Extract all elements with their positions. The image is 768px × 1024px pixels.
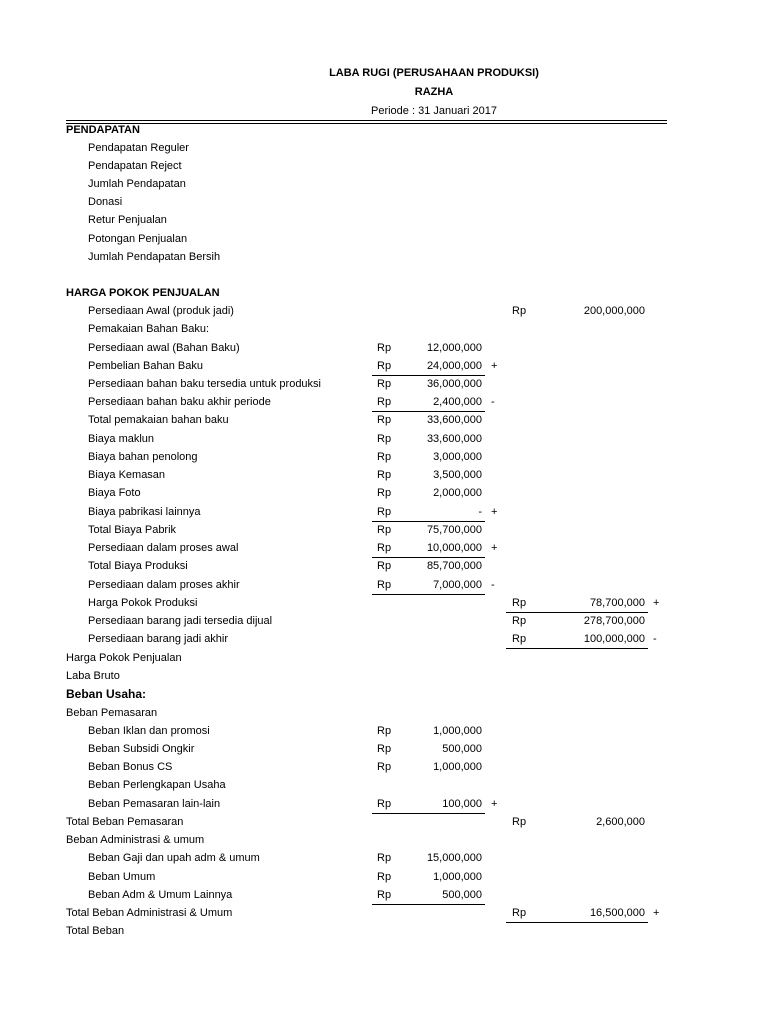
- amount: 10,000,000: [426, 542, 482, 554]
- row-label: Biaya bahan penolong: [88, 451, 198, 463]
- row-label: Beban Subsidi Ongkir: [88, 743, 195, 755]
- operator-sign: +: [491, 360, 498, 372]
- amount: 3,000,000: [433, 451, 482, 463]
- row-label: Total Beban Administrasi & Umum: [66, 907, 233, 919]
- currency-rp: Rp: [377, 378, 392, 390]
- subtotal-rule: [372, 411, 485, 412]
- currency-rp: Rp: [377, 542, 392, 554]
- row-label: Persediaan barang jadi tersedia dijual: [88, 615, 273, 627]
- operator-sign: -: [491, 579, 495, 591]
- amount: 1,000,000: [433, 761, 482, 773]
- row-label: Pendapatan Reject: [88, 160, 182, 172]
- row-label: Biaya Foto: [88, 487, 141, 499]
- row-label: Biaya pabrikasi lainnya: [88, 506, 201, 518]
- amount: 78,700,000: [589, 597, 645, 609]
- amount: 2,400,000: [433, 396, 482, 408]
- row-label: Donasi: [88, 196, 123, 208]
- header-rule-2: [66, 123, 667, 124]
- currency-rp: Rp: [377, 396, 392, 408]
- currency-rp: Rp: [512, 597, 527, 609]
- amount: 1,000,000: [433, 871, 482, 883]
- currency-rp: Rp: [377, 560, 392, 572]
- row-label: Persediaan barang jadi akhir: [88, 633, 229, 645]
- currency-rp: Rp: [377, 743, 392, 755]
- amount: 100,000: [442, 798, 482, 810]
- operator-sign: -: [491, 396, 495, 408]
- currency-rp: Rp: [377, 469, 392, 481]
- amount: 33,600,000: [426, 433, 482, 445]
- subtotal-rule: [372, 521, 485, 522]
- amount: 278,700,000: [583, 615, 645, 627]
- amount: 85,700,000: [426, 560, 482, 572]
- amount: 12,000,000: [426, 342, 482, 354]
- row-label: Potongan Penjualan: [88, 233, 188, 245]
- amount: -: [478, 506, 482, 518]
- amount: 15,000,000: [426, 852, 482, 864]
- currency-rp: Rp: [377, 433, 392, 445]
- row-label: Total Biaya Produksi: [88, 560, 188, 572]
- currency-rp: Rp: [377, 487, 392, 499]
- amount: 500,000: [442, 889, 482, 901]
- row-label: Persediaan dalam proses awal: [88, 542, 239, 554]
- amount: 1,000,000: [433, 725, 482, 737]
- row-label: Biaya maklun: [88, 433, 155, 445]
- row-label: Persediaan awal (Bahan Baku): [88, 342, 240, 354]
- currency-rp: Rp: [377, 506, 392, 518]
- subtotal-rule: [372, 904, 485, 905]
- currency-rp: Rp: [377, 761, 392, 773]
- subtotal-rule: [506, 612, 648, 613]
- currency-rp: Rp: [377, 524, 392, 536]
- row-label: Beban Perlengkapan Usaha: [88, 779, 226, 791]
- subtotal-rule: [372, 375, 485, 376]
- row-label: Persediaan bahan baku akhir periode: [88, 396, 271, 408]
- currency-rp: Rp: [377, 798, 392, 810]
- row-label: Beban Umum: [88, 871, 156, 883]
- currency-rp: Rp: [377, 889, 392, 901]
- row-label: Total Beban: [66, 925, 125, 937]
- subtotal-rule: [506, 648, 648, 649]
- currency-rp: Rp: [377, 342, 392, 354]
- amount: 2,600,000: [596, 816, 645, 828]
- row-label: Pendapatan Reguler: [88, 142, 189, 154]
- row-label: Beban Administrasi & umum: [66, 834, 205, 846]
- row-label: Beban Gaji dan upah adm & umum: [88, 852, 260, 864]
- row-label: Harga Pokok Penjualan: [66, 652, 182, 664]
- row-label: Jumlah Pendapatan Bersih: [88, 251, 221, 263]
- amount: 100,000,000: [583, 633, 645, 645]
- currency-rp: Rp: [512, 816, 527, 828]
- row-label: Total pemakaian bahan baku: [88, 414, 229, 426]
- operator-sign: +: [491, 542, 498, 554]
- company-name: RAZHA: [414, 86, 454, 98]
- currency-rp: Rp: [377, 451, 392, 463]
- amount: 24,000,000: [426, 360, 482, 372]
- subtotal-rule: [372, 813, 485, 814]
- amount: 200,000,000: [583, 305, 645, 317]
- amount: 33,600,000: [426, 414, 482, 426]
- row-label: Biaya Kemasan: [88, 469, 166, 481]
- row-label: Laba Bruto: [66, 670, 120, 682]
- row-label: Beban Bonus CS: [88, 761, 173, 773]
- row-label: Harga Pokok Produksi: [88, 597, 198, 609]
- row-label: Beban Adm & Umum Lainnya: [88, 889, 233, 901]
- subtotal-rule: [506, 922, 648, 923]
- amount: 36,000,000: [426, 378, 482, 390]
- subtotal-rule: [372, 594, 485, 595]
- operator-sign: -: [653, 633, 657, 645]
- subtotal-rule: [372, 557, 485, 558]
- currency-rp: Rp: [377, 852, 392, 864]
- operator-sign: +: [653, 597, 660, 609]
- currency-rp: Rp: [377, 579, 392, 591]
- report-title: LABA RUGI (PERUSAHAAN PRODUKSI): [329, 67, 539, 79]
- operator-sign: +: [491, 506, 498, 518]
- section-hpp: HARGA POKOK PENJUALAN: [66, 287, 220, 299]
- row-label: Beban Pemasaran lain-lain: [88, 798, 221, 810]
- row-label: Retur Penjualan: [88, 214, 167, 226]
- section-beban-usaha: Beban Usaha:: [66, 687, 147, 701]
- amount: 500,000: [442, 743, 482, 755]
- row-label: Pemakaian Bahan Baku:: [88, 323, 210, 335]
- currency-rp: Rp: [512, 907, 527, 919]
- currency-rp: Rp: [512, 305, 527, 317]
- section-pendapatan: PENDAPATAN: [66, 124, 140, 136]
- amount: 3,500,000: [433, 469, 482, 481]
- report-period: Periode : 31 Januari 2017: [371, 105, 497, 117]
- row-label: Pembelian Bahan Baku: [88, 360, 203, 372]
- currency-rp: Rp: [377, 414, 392, 426]
- row-label: Beban Pemasaran: [66, 707, 158, 719]
- amount: 2,000,000: [433, 487, 482, 499]
- row-label: Jumlah Pendapatan: [88, 178, 186, 190]
- currency-rp: Rp: [377, 725, 392, 737]
- row-label: Persediaan Awal (produk jadi): [88, 305, 234, 317]
- row-label: Persediaan bahan baku tersedia untuk produksi: [88, 378, 321, 390]
- row-label: Total Biaya Pabrik: [88, 524, 177, 536]
- currency-rp: Rp: [377, 360, 392, 372]
- operator-sign: +: [491, 798, 498, 810]
- currency-rp: Rp: [512, 633, 527, 645]
- row-label: Total Beban Pemasaran: [66, 816, 184, 828]
- amount: 75,700,000: [426, 524, 482, 536]
- header-rule-1: [66, 120, 667, 121]
- currency-rp: Rp: [377, 871, 392, 883]
- operator-sign: +: [653, 907, 660, 919]
- amount: 16,500,000: [589, 907, 645, 919]
- currency-rp: Rp: [512, 615, 527, 627]
- row-label: Beban Iklan dan promosi: [88, 725, 210, 737]
- row-label: Persediaan dalam proses akhir: [88, 579, 240, 591]
- amount: 7,000,000: [433, 579, 482, 591]
